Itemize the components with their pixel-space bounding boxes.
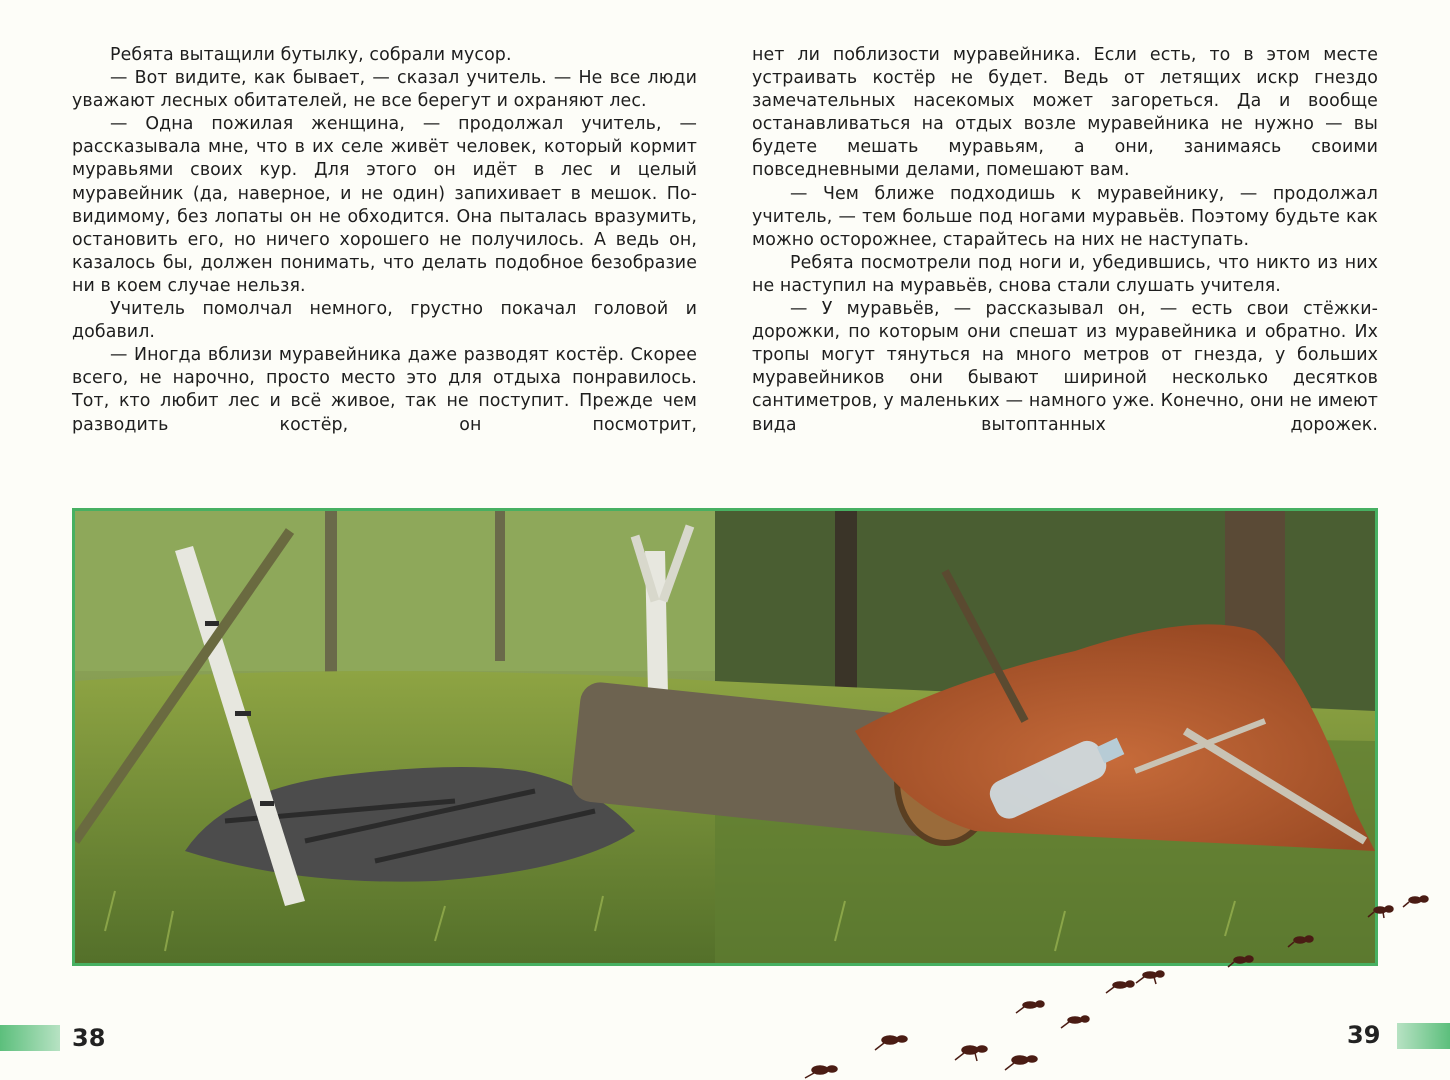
paragraph: нет ли поблизости муравейника. Если есть, то в этом месте устраивать костёр не будет. Ведь от летящих искр гнездо замечательных насекомых может загореться. Да и вообще останавливаться на отдых возле муравейника не нужно — вы будете мешать муравьям, а они, занимаясь своими повседневными делами, помешают вам. (752, 45, 1378, 181)
paragraph: Ребята вытащили бутылку, собрали мусор. (110, 45, 512, 65)
paragraph: — У муравьёв, — рассказывал он, — есть свои стёжки-дорожки, по которым они спешат из муравейника и обратно. Их тропы могут тянуться на много метров от гнезда, у больших муравейников они бывают шириной несколько десятков сантиметров, у маленьких — намного уже. Конечно, они не имеют вида вытоптанных дорожек. (752, 299, 1378, 435)
paragraph: Учитель помолчал немного, грустно покачал головой и добавил. (72, 299, 697, 343)
ants-trail-icon (780, 880, 1450, 1080)
paragraph: Ребята посмотрели под ноги и, убедившись, что никто из них не наступил на муравьёв, снова стали слушать учителя. (752, 252, 1378, 296)
page-number-left: 38 (72, 1024, 106, 1052)
page-decoration-bar-right (1397, 1023, 1450, 1049)
paragraph: — Иногда вблизи муравейника даже разводят костёр. Скорее всего, не нарочно, просто место это для отдыха понравилось. Тот, кто любит лес и всё живое, так не поступит. Прежде чем разводить костёр, он посмотрит, (72, 345, 697, 435)
paragraph: — Чем ближе подходишь к муравейнику, — продолжал учитель, — тем больше под ногами муравьёв. Поэтому будьте как можно осторожнее, старайтесь на них не наступать. (752, 183, 1378, 250)
page-number-right: 39 (1347, 1021, 1381, 1049)
page-decoration-bar-left (0, 1025, 60, 1051)
right-page-text (752, 44, 1378, 437)
paragraph: — Вот видите, как бывает, — сказал учитель. — Не все люди уважают лесных обитателей, не все берегут и охраняют лес. (72, 68, 697, 112)
paragraph: — Одна пожилая женщина, — продолжал учитель, — рассказывала мне, что в их селе живёт человек, который кормит муравьями своих кур. Для этого он идёт в лес и целый муравейник (да, наверное, и не один) запихивает в мешок. По-видимому, без лопаты он не обходится. Она пыталась вразумить, остановить его, но ничего хорошего не получилось. А ведь он, казалось бы, должен понимать, что делать подобное безобразие ни в коем случае нельзя. (72, 114, 697, 296)
left-page-text (72, 44, 697, 437)
